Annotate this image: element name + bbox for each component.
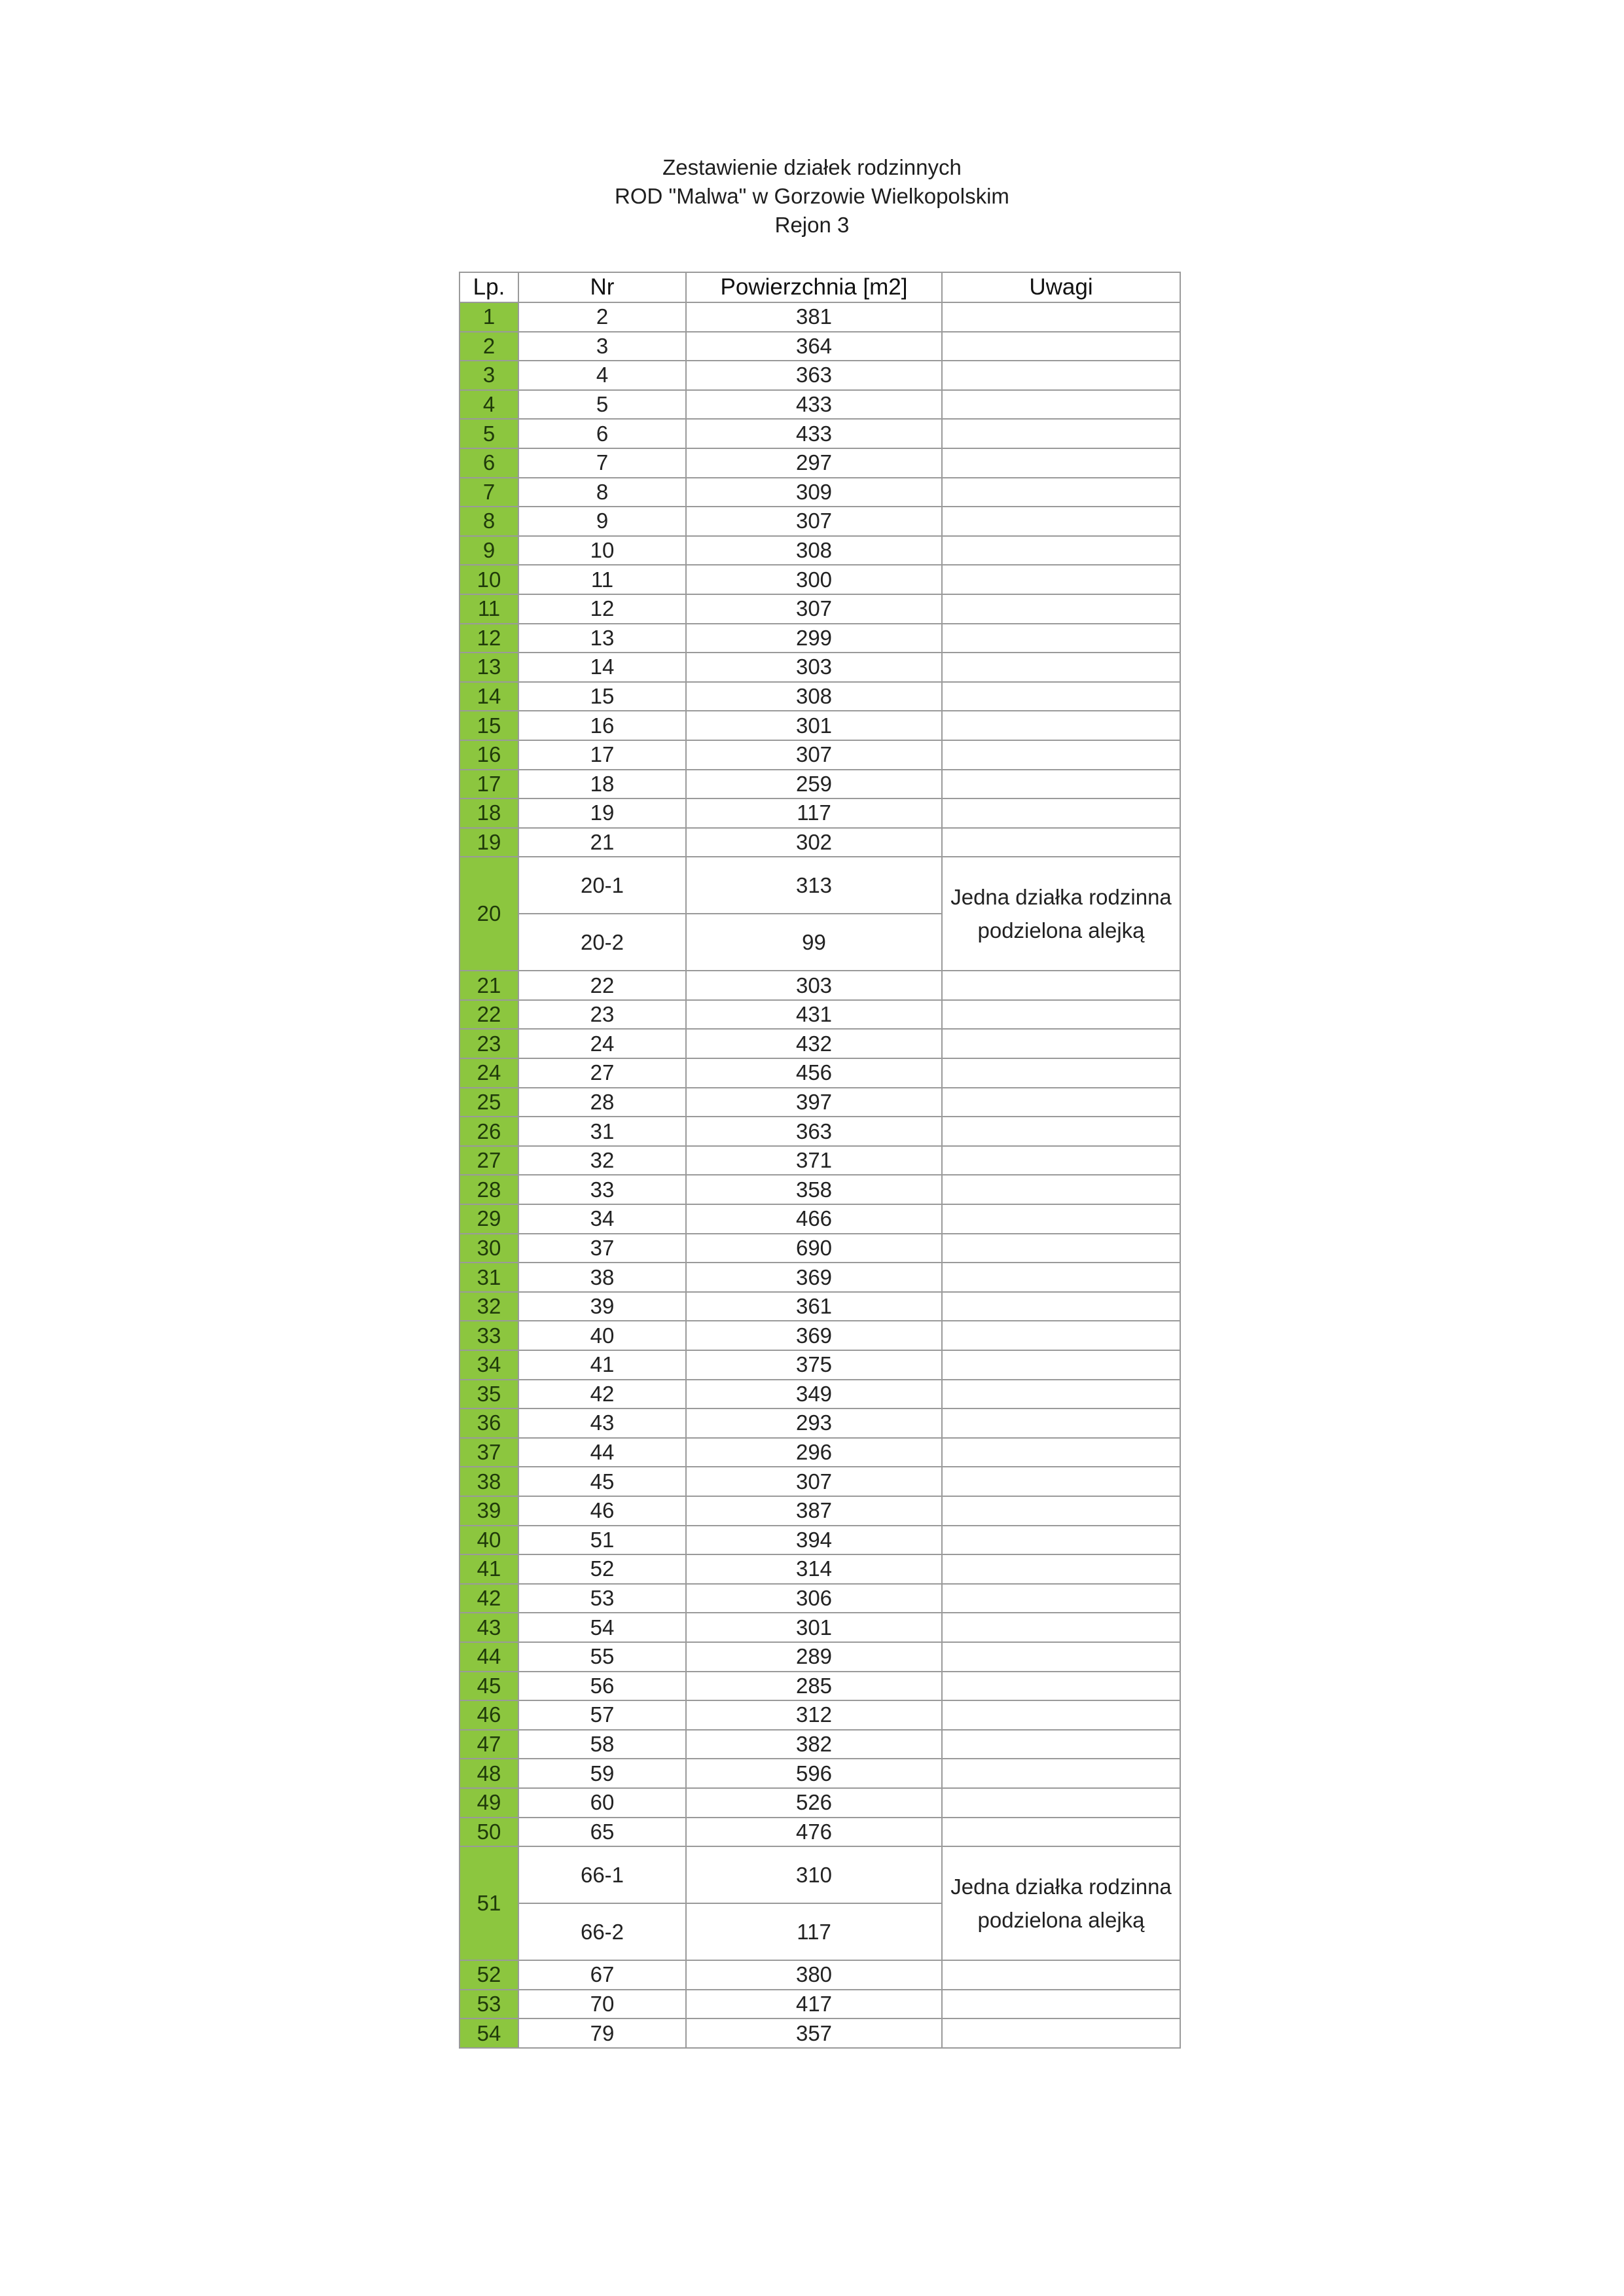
table-row [460, 1204, 1180, 1234]
table-row [460, 1960, 1180, 1990]
cell-nr: 59 [518, 1759, 686, 1788]
header-lp: Lp. [460, 272, 518, 302]
cell-lp: 51 [460, 1846, 518, 1960]
cell-notes [942, 1234, 1180, 1263]
cell-nr: 60 [518, 1788, 686, 1818]
cell-area: 285 [686, 1672, 942, 1701]
cell-lp: 28 [460, 1175, 518, 1204]
cell-area: 307 [686, 507, 942, 536]
cell-lp: 6 [460, 448, 518, 478]
table-row [460, 711, 1180, 740]
cell-notes [942, 536, 1180, 565]
cell-area: 303 [686, 653, 942, 682]
cell-notes [942, 1672, 1180, 1701]
table-row [460, 536, 1180, 565]
cell-nr: 45 [518, 1467, 686, 1496]
cell-area: 382 [686, 1730, 942, 1759]
cell-nr: 23 [518, 1000, 686, 1030]
cell-lp: 9 [460, 536, 518, 565]
cell-nr: 4 [518, 361, 686, 390]
table-row [460, 1642, 1180, 1672]
cell-area: 363 [686, 361, 942, 390]
cell-area: 433 [686, 419, 942, 448]
table-row [460, 1058, 1180, 1088]
cell-area: 99 [686, 914, 942, 971]
cell-notes [942, 1029, 1180, 1058]
cell-area: 417 [686, 1990, 942, 2019]
cell-area: 289 [686, 1642, 942, 1672]
cell-area: 303 [686, 971, 942, 1000]
cell-area: 432 [686, 1029, 942, 1058]
cell-nr: 14 [518, 653, 686, 682]
table-row [460, 1321, 1180, 1350]
cell-nr: 19 [518, 798, 686, 828]
cell-area: 369 [686, 1263, 942, 1292]
document-title [0, 153, 1624, 240]
table-row [460, 682, 1180, 711]
cell-lp: 16 [460, 740, 518, 770]
cell-lp: 19 [460, 828, 518, 857]
cell-nr: 5 [518, 390, 686, 420]
table-row [460, 1467, 1180, 1496]
cell-nr: 21 [518, 828, 686, 857]
cell-lp: 29 [460, 1204, 518, 1234]
cell-area: 117 [686, 798, 942, 828]
cell-area: 431 [686, 1000, 942, 1030]
cell-lp: 48 [460, 1759, 518, 1788]
table-row [460, 1554, 1180, 1584]
cell-area: 308 [686, 536, 942, 565]
cell-lp: 52 [460, 1960, 518, 1990]
table-row [460, 857, 1180, 914]
cell-notes [942, 624, 1180, 653]
cell-notes [942, 1990, 1180, 2019]
table-row [460, 1234, 1180, 1263]
cell-area: 300 [686, 565, 942, 594]
cell-notes [942, 711, 1180, 740]
cell-lp: 46 [460, 1700, 518, 1730]
cell-area: 369 [686, 1321, 942, 1350]
cell-notes [942, 1730, 1180, 1759]
cell-nr: 55 [518, 1642, 686, 1672]
cell-lp: 10 [460, 565, 518, 594]
table-row [460, 1613, 1180, 1642]
cell-notes [942, 478, 1180, 507]
cell-notes [942, 507, 1180, 536]
cell-nr: 53 [518, 1584, 686, 1613]
cell-notes [942, 594, 1180, 624]
cell-lp: 1 [460, 302, 518, 332]
cell-area: 349 [686, 1380, 942, 1409]
cell-area: 466 [686, 1204, 942, 1234]
table-row [460, 1175, 1180, 1204]
cell-lp: 11 [460, 594, 518, 624]
cell-area: 117 [686, 1903, 942, 1960]
cell-nr: 11 [518, 565, 686, 594]
cell-nr: 40 [518, 1321, 686, 1350]
table-row [460, 1438, 1180, 1467]
cell-nr: 65 [518, 1818, 686, 1847]
cell-nr: 24 [518, 1029, 686, 1058]
table-row [460, 2018, 1180, 2048]
cell-nr: 44 [518, 1438, 686, 1467]
cell-nr: 17 [518, 740, 686, 770]
table-row [460, 1496, 1180, 1526]
cell-lp: 2 [460, 332, 518, 361]
cell-notes [942, 419, 1180, 448]
table-row [460, 1526, 1180, 1555]
cell-nr: 70 [518, 1990, 686, 2019]
cell-lp: 30 [460, 1234, 518, 1263]
table-row [460, 302, 1180, 332]
cell-lp: 27 [460, 1146, 518, 1175]
cell-notes [942, 1146, 1180, 1175]
table-row [460, 971, 1180, 1000]
table-row [460, 1846, 1180, 1903]
table-row [460, 448, 1180, 478]
cell-lp: 22 [460, 1000, 518, 1030]
cell-lp: 24 [460, 1058, 518, 1088]
cell-notes: Jedna działka rodzinna podzielona alejką [942, 857, 1180, 971]
cell-notes [942, 1759, 1180, 1788]
cell-notes [942, 1642, 1180, 1672]
cell-lp: 40 [460, 1526, 518, 1555]
cell-area: 526 [686, 1788, 942, 1818]
cell-lp: 23 [460, 1029, 518, 1058]
cell-lp: 20 [460, 857, 518, 971]
cell-area: 259 [686, 770, 942, 799]
cell-notes [942, 971, 1180, 1000]
table-row [460, 1730, 1180, 1759]
cell-area: 364 [686, 332, 942, 361]
cell-nr: 32 [518, 1146, 686, 1175]
cell-lp: 18 [460, 798, 518, 828]
cell-nr: 6 [518, 419, 686, 448]
cell-notes [942, 302, 1180, 332]
cell-lp: 21 [460, 971, 518, 1000]
table-row [460, 1788, 1180, 1818]
cell-nr: 37 [518, 1234, 686, 1263]
cell-area: 307 [686, 594, 942, 624]
cell-lp: 7 [460, 478, 518, 507]
cell-area: 302 [686, 828, 942, 857]
cell-area: 307 [686, 740, 942, 770]
cell-notes [942, 1438, 1180, 1467]
cell-notes [942, 1526, 1180, 1555]
cell-notes: Jedna działka rodzinna podzielona alejką [942, 1846, 1180, 1960]
cell-notes [942, 1088, 1180, 1117]
cell-notes [942, 1175, 1180, 1204]
cell-area: 361 [686, 1292, 942, 1321]
cell-nr: 66-1 [518, 1846, 686, 1903]
cell-nr: 38 [518, 1263, 686, 1292]
cell-area: 690 [686, 1234, 942, 1263]
cell-area: 476 [686, 1818, 942, 1847]
cell-nr: 41 [518, 1350, 686, 1380]
cell-lp: 13 [460, 653, 518, 682]
cell-lp: 4 [460, 390, 518, 420]
table-row [460, 1146, 1180, 1175]
table-row [460, 478, 1180, 507]
cell-lp: 5 [460, 419, 518, 448]
cell-nr: 8 [518, 478, 686, 507]
cell-area: 381 [686, 302, 942, 332]
table-row [460, 332, 1180, 361]
table-row [460, 390, 1180, 420]
cell-area: 293 [686, 1408, 942, 1438]
cell-notes [942, 565, 1180, 594]
table-row [460, 1672, 1180, 1701]
cell-nr: 79 [518, 2018, 686, 2048]
cell-notes [942, 1960, 1180, 1990]
cell-notes [942, 1788, 1180, 1818]
cell-nr: 3 [518, 332, 686, 361]
cell-lp: 8 [460, 507, 518, 536]
cell-nr: 10 [518, 536, 686, 565]
cell-nr: 39 [518, 1292, 686, 1321]
table-row [460, 1584, 1180, 1613]
cell-lp: 39 [460, 1496, 518, 1526]
cell-nr: 18 [518, 770, 686, 799]
cell-nr: 57 [518, 1700, 686, 1730]
cell-lp: 15 [460, 711, 518, 740]
cell-lp: 37 [460, 1438, 518, 1467]
cell-lp: 3 [460, 361, 518, 390]
cell-nr: 31 [518, 1117, 686, 1146]
cell-lp: 42 [460, 1584, 518, 1613]
table-row [460, 507, 1180, 536]
table-row [460, 1380, 1180, 1409]
cell-notes [942, 361, 1180, 390]
table-row [460, 1818, 1180, 1847]
table-row [460, 1759, 1180, 1788]
table-row [460, 740, 1180, 770]
cell-notes [942, 1117, 1180, 1146]
cell-notes [942, 1700, 1180, 1730]
cell-lp: 50 [460, 1818, 518, 1847]
cell-nr: 20-2 [518, 914, 686, 971]
table-row [460, 1088, 1180, 1117]
cell-area: 296 [686, 1438, 942, 1467]
cell-notes [942, 1292, 1180, 1321]
cell-area: 306 [686, 1584, 942, 1613]
cell-lp: 41 [460, 1554, 518, 1584]
table-row [460, 624, 1180, 653]
cell-notes [942, 1467, 1180, 1496]
cell-area: 387 [686, 1496, 942, 1526]
cell-nr: 27 [518, 1058, 686, 1088]
table-row [460, 1408, 1180, 1438]
cell-area: 394 [686, 1526, 942, 1555]
cell-notes [942, 2018, 1180, 2048]
cell-notes [942, 740, 1180, 770]
cell-nr: 33 [518, 1175, 686, 1204]
table-row [460, 594, 1180, 624]
cell-nr: 42 [518, 1380, 686, 1409]
cell-notes [942, 653, 1180, 682]
cell-nr: 34 [518, 1204, 686, 1234]
cell-nr: 52 [518, 1554, 686, 1584]
cell-notes [942, 770, 1180, 799]
cell-nr: 51 [518, 1526, 686, 1555]
cell-area: 308 [686, 682, 942, 711]
table-row [460, 1263, 1180, 1292]
cell-lp: 31 [460, 1263, 518, 1292]
table-row [460, 1700, 1180, 1730]
cell-lp: 44 [460, 1642, 518, 1672]
cell-lp: 49 [460, 1788, 518, 1818]
table-row [460, 770, 1180, 799]
cell-nr: 20-1 [518, 857, 686, 914]
cell-area: 371 [686, 1146, 942, 1175]
cell-area: 301 [686, 711, 942, 740]
table-row [460, 798, 1180, 828]
cell-lp: 38 [460, 1467, 518, 1496]
table-body [460, 302, 1180, 2048]
cell-area: 299 [686, 624, 942, 653]
cell-area: 380 [686, 1960, 942, 1990]
cell-lp: 26 [460, 1117, 518, 1146]
cell-nr: 28 [518, 1088, 686, 1117]
title-line-2: ROD "Malwa" w Gorzowie Wielkopolskim [615, 184, 1009, 208]
cell-nr: 66-2 [518, 1903, 686, 1960]
cell-notes [942, 1321, 1180, 1350]
cell-nr: 13 [518, 624, 686, 653]
cell-notes [942, 828, 1180, 857]
cell-area: 456 [686, 1058, 942, 1088]
cell-notes [942, 1818, 1180, 1847]
cell-area: 397 [686, 1088, 942, 1117]
cell-lp: 33 [460, 1321, 518, 1350]
cell-nr: 12 [518, 594, 686, 624]
cell-nr: 58 [518, 1730, 686, 1759]
cell-notes [942, 1204, 1180, 1234]
cell-area: 312 [686, 1700, 942, 1730]
header-notes: Uwagi [942, 272, 1180, 302]
cell-area: 357 [686, 2018, 942, 2048]
cell-nr: 2 [518, 302, 686, 332]
cell-area: 310 [686, 1846, 942, 1903]
cell-lp: 36 [460, 1408, 518, 1438]
cell-notes [942, 332, 1180, 361]
cell-nr: 46 [518, 1496, 686, 1526]
cell-area: 314 [686, 1554, 942, 1584]
cell-lp: 12 [460, 624, 518, 653]
cell-notes [942, 448, 1180, 478]
cell-nr: 54 [518, 1613, 686, 1642]
cell-notes [942, 1058, 1180, 1088]
cell-lp: 17 [460, 770, 518, 799]
cell-notes [942, 390, 1180, 420]
cell-nr: 22 [518, 971, 686, 1000]
cell-notes [942, 1000, 1180, 1030]
header-nr: Nr [518, 272, 686, 302]
cell-notes [942, 1263, 1180, 1292]
cell-notes [942, 1380, 1180, 1409]
table-row [460, 565, 1180, 594]
cell-area: 363 [686, 1117, 942, 1146]
cell-lp: 32 [460, 1292, 518, 1321]
table-row [460, 1292, 1180, 1321]
cell-lp: 54 [460, 2018, 518, 2048]
cell-nr: 43 [518, 1408, 686, 1438]
cell-nr: 7 [518, 448, 686, 478]
cell-notes [942, 1584, 1180, 1613]
cell-notes [942, 1408, 1180, 1438]
cell-area: 358 [686, 1175, 942, 1204]
table-row [460, 1350, 1180, 1380]
cell-area: 596 [686, 1759, 942, 1788]
table-row [460, 1029, 1180, 1058]
cell-notes [942, 1554, 1180, 1584]
cell-nr: 9 [518, 507, 686, 536]
cell-lp: 25 [460, 1088, 518, 1117]
cell-lp: 45 [460, 1672, 518, 1701]
cell-lp: 53 [460, 1990, 518, 2019]
cell-area: 313 [686, 857, 942, 914]
cell-notes [942, 1613, 1180, 1642]
cell-lp: 14 [460, 682, 518, 711]
table-row [460, 1990, 1180, 2019]
table-row [460, 828, 1180, 857]
table-row [460, 361, 1180, 390]
table-row [460, 1117, 1180, 1146]
cell-lp: 34 [460, 1350, 518, 1380]
cell-area: 297 [686, 448, 942, 478]
title-line-1: Zestawienie działek rodzinnych [662, 155, 962, 179]
table-row [460, 1000, 1180, 1030]
cell-lp: 47 [460, 1730, 518, 1759]
cell-lp: 43 [460, 1613, 518, 1642]
cell-area: 301 [686, 1613, 942, 1642]
cell-area: 375 [686, 1350, 942, 1380]
cell-nr: 67 [518, 1960, 686, 1990]
header-area: Powierzchnia [m2] [686, 272, 942, 302]
title-line-3: Rejon 3 [774, 213, 850, 237]
plots-table [459, 272, 1181, 2049]
cell-nr: 16 [518, 711, 686, 740]
cell-area: 433 [686, 390, 942, 420]
table-row [460, 653, 1180, 682]
plots-table-container [459, 272, 1181, 2049]
cell-notes [942, 682, 1180, 711]
cell-area: 307 [686, 1467, 942, 1496]
cell-nr: 56 [518, 1672, 686, 1701]
table-row [460, 419, 1180, 448]
cell-area: 309 [686, 478, 942, 507]
cell-lp: 35 [460, 1380, 518, 1409]
cell-notes [942, 1496, 1180, 1526]
cell-notes [942, 798, 1180, 828]
cell-notes [942, 1350, 1180, 1380]
table-header-row [460, 272, 1180, 302]
cell-nr: 15 [518, 682, 686, 711]
